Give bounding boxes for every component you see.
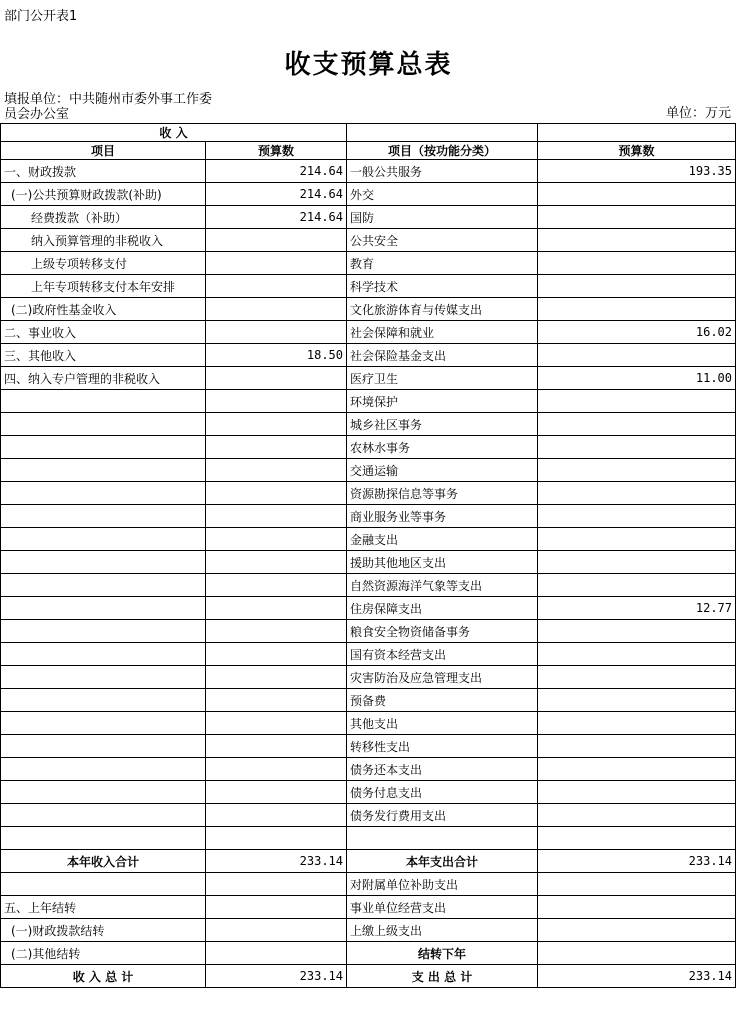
income-value: [206, 620, 347, 643]
income-item: [1, 505, 206, 528]
income-item: 上年专项转移支付本年安排: [1, 275, 206, 298]
income-value: [206, 735, 347, 758]
income-value: [206, 229, 347, 252]
expense-value: 16.02: [538, 321, 736, 344]
income-item: [1, 666, 206, 689]
expense-item: 商业服务业等事务: [347, 505, 538, 528]
expense-value: [538, 482, 736, 505]
expense-item: 交通运输: [347, 459, 538, 482]
income-value: [206, 689, 347, 712]
income-item: [1, 528, 206, 551]
expense-value: [538, 206, 736, 229]
expense-grand-total-label: 支 出 总 计: [347, 965, 538, 988]
expense-value: [538, 666, 736, 689]
expense-item: 债务付息支出: [347, 781, 538, 804]
table-row: [1, 505, 736, 528]
table-row: [1, 390, 736, 413]
income-item: [1, 804, 206, 827]
table-row: [1, 689, 736, 712]
table-row: [1, 919, 736, 942]
income-item: [1, 574, 206, 597]
income-value: [206, 505, 347, 528]
income-value: [206, 413, 347, 436]
income-item: [1, 781, 206, 804]
table-row: [1, 873, 736, 896]
income-value: [206, 436, 347, 459]
table-row: [1, 712, 736, 735]
expense-value: [538, 183, 736, 206]
expense-item: 对附属单位补助支出: [347, 873, 538, 896]
income-item: 四、纳入专户管理的非税收入: [1, 367, 206, 390]
expense-section-blank: [538, 124, 736, 142]
table-row: [1, 252, 736, 275]
income-value: [206, 298, 347, 321]
income-item: [1, 873, 206, 896]
income-value: [206, 528, 347, 551]
column-header-row: [1, 142, 736, 160]
expense-item: 灾害防治及应急管理支出: [347, 666, 538, 689]
income-value: [206, 390, 347, 413]
income-item: [1, 643, 206, 666]
table-row: [1, 413, 736, 436]
expense-value: [538, 942, 736, 965]
expense-value: [538, 689, 736, 712]
income-value: [206, 781, 347, 804]
income-value: 214.64: [206, 206, 347, 229]
expense-value: [538, 459, 736, 482]
expense-value: [538, 528, 736, 551]
income-value: [206, 827, 347, 850]
income-item: [1, 390, 206, 413]
table-row: [1, 896, 736, 919]
expense-value: [538, 390, 736, 413]
table-row: [1, 827, 736, 850]
expense-value: [538, 827, 736, 850]
expense-value: [538, 620, 736, 643]
expense-item: 资源勘探信息等事务: [347, 482, 538, 505]
income-item-header: 项目: [1, 142, 206, 160]
budget-table: [0, 123, 736, 988]
income-item: 上级专项转移支付: [1, 252, 206, 275]
expense-value: [538, 275, 736, 298]
expense-value: [538, 436, 736, 459]
expense-budget-header: 预算数: [538, 142, 736, 160]
income-value: [206, 252, 347, 275]
expense-item: 医疗卫生: [347, 367, 538, 390]
income-item: [1, 597, 206, 620]
table-row: [1, 735, 736, 758]
table-row: [1, 206, 736, 229]
income-item: (二)政府性基金收入: [1, 298, 206, 321]
expense-value: [538, 505, 736, 528]
expense-item: 预备费: [347, 689, 538, 712]
table-row: [1, 321, 736, 344]
income-value: [206, 459, 347, 482]
expense-value: [538, 919, 736, 942]
table-row: [1, 666, 736, 689]
expense-item-header: 项目（按功能分类）: [347, 142, 538, 160]
income-value: [206, 597, 347, 620]
table-row: [1, 367, 736, 390]
expense-item: [347, 827, 538, 850]
expense-item: 上缴上级支出: [347, 919, 538, 942]
income-item: 三、其他收入: [1, 344, 206, 367]
income-value: [206, 482, 347, 505]
currency-unit: 单位：万元: [665, 106, 731, 121]
income-value: [206, 758, 347, 781]
expense-item: 外交: [347, 183, 538, 206]
income-grand-total-label: 收 入 总 计: [1, 965, 206, 988]
expense-item: 粮食安全物资储备事务: [347, 620, 538, 643]
expense-item: 转移性支出: [347, 735, 538, 758]
income-value: [206, 321, 347, 344]
expense-item: 农林水事务: [347, 436, 538, 459]
income-item: [1, 413, 206, 436]
income-item: 五、上年结转: [1, 896, 206, 919]
income-item: [1, 712, 206, 735]
table-row: [1, 183, 736, 206]
expense-value: [538, 735, 736, 758]
income-value: [206, 896, 347, 919]
income-total-label: 本年收入合计: [1, 850, 206, 873]
income-value: [206, 551, 347, 574]
income-value: [206, 574, 347, 597]
expense-total-value: 233.14: [538, 850, 736, 873]
expense-item: 结转下年: [347, 942, 538, 965]
expense-value: 11.00: [538, 367, 736, 390]
year-total-row: [1, 850, 736, 873]
expense-value: [538, 413, 736, 436]
income-item: [1, 551, 206, 574]
income-item: [1, 620, 206, 643]
table-row: [1, 781, 736, 804]
income-grand-total-value: 233.14: [206, 965, 347, 988]
table-row: [1, 482, 736, 505]
income-value: [206, 275, 347, 298]
income-item: [1, 436, 206, 459]
income-value: [206, 942, 347, 965]
income-value: 18.50: [206, 344, 347, 367]
expense-value: [538, 344, 736, 367]
expense-value: [538, 873, 736, 896]
expense-value: [538, 252, 736, 275]
expense-value: [538, 551, 736, 574]
table-row: [1, 459, 736, 482]
income-total-value: 233.14: [206, 850, 347, 873]
income-item: [1, 735, 206, 758]
income-value: [206, 666, 347, 689]
expense-value: 12.77: [538, 597, 736, 620]
income-value: 214.64: [206, 183, 347, 206]
table-row: [1, 804, 736, 827]
expense-item: 城乡社区事务: [347, 413, 538, 436]
income-item: 经费拨款（补助）: [1, 206, 206, 229]
expense-item: 一般公共服务: [347, 160, 538, 183]
income-value: [206, 643, 347, 666]
expense-item: 债务还本支出: [347, 758, 538, 781]
expense-item: 公共安全: [347, 229, 538, 252]
expense-item: 住房保障支出: [347, 597, 538, 620]
income-value: [206, 873, 347, 896]
page-title: 收支预算总表: [284, 50, 453, 80]
expense-value: [538, 643, 736, 666]
table-row: [1, 344, 736, 367]
table-row: [1, 551, 736, 574]
expense-value: [538, 712, 736, 735]
doc-label: 部门公开表1: [4, 9, 78, 24]
income-budget-header: 预算数: [206, 142, 347, 160]
income-value: [206, 367, 347, 390]
report-unit: 填报单位：中共随州市委外事工作委员会办公室: [4, 92, 213, 122]
expense-item: 教育: [347, 252, 538, 275]
income-value: [206, 712, 347, 735]
expense-value: [538, 804, 736, 827]
table-row: [1, 528, 736, 551]
table-row: [1, 574, 736, 597]
table-row: [1, 758, 736, 781]
expense-value: [538, 896, 736, 919]
expense-item: 文化旅游体育与传媒支出: [347, 298, 538, 321]
expense-total-label: 本年支出合计: [347, 850, 538, 873]
expense-item: 事业单位经营支出: [347, 896, 538, 919]
table-row: [1, 160, 736, 183]
income-value: 214.64: [206, 160, 347, 183]
expense-value: [538, 781, 736, 804]
table-row: [1, 597, 736, 620]
expense-item: 社会保障和就业: [347, 321, 538, 344]
expense-item: 环境保护: [347, 390, 538, 413]
income-item: 二、事业收入: [1, 321, 206, 344]
income-item: 纳入预算管理的非税收入: [1, 229, 206, 252]
income-item: 一、财政拨款: [1, 160, 206, 183]
expense-value: [538, 298, 736, 321]
income-item: [1, 827, 206, 850]
income-value: [206, 804, 347, 827]
income-item: (一)财政拨款结转: [1, 919, 206, 942]
expense-item: 其他支出: [347, 712, 538, 735]
income-item: (一)公共预算财政拨款(补助): [1, 183, 206, 206]
table-row: [1, 643, 736, 666]
income-section-label: 收 入: [1, 124, 347, 142]
income-item: [1, 482, 206, 505]
income-item: [1, 689, 206, 712]
expense-item: 社会保险基金支出: [347, 344, 538, 367]
income-item: [1, 758, 206, 781]
expense-item: 自然资源海洋气象等支出: [347, 574, 538, 597]
table-row: [1, 275, 736, 298]
table-row: [1, 298, 736, 321]
expense-item: 援助其他地区支出: [347, 551, 538, 574]
expense-value: [538, 758, 736, 781]
expense-grand-total-value: 233.14: [538, 965, 736, 988]
expense-item: 金融支出: [347, 528, 538, 551]
expense-item: 债务发行费用支出: [347, 804, 538, 827]
expense-value: 193.35: [538, 160, 736, 183]
expense-value: [538, 574, 736, 597]
expense-item: 国防: [347, 206, 538, 229]
table-row: [1, 229, 736, 252]
income-item: (二)其他结转: [1, 942, 206, 965]
table-row: [1, 942, 736, 965]
expense-section-blank: [347, 124, 538, 142]
section-header-row: [1, 124, 736, 142]
table-row: [1, 620, 736, 643]
income-value: [206, 919, 347, 942]
income-item: [1, 459, 206, 482]
table-row: [1, 436, 736, 459]
expense-value: [538, 229, 736, 252]
grand-total-row: [1, 965, 736, 988]
expense-item: 国有资本经营支出: [347, 643, 538, 666]
expense-item: 科学技术: [347, 275, 538, 298]
